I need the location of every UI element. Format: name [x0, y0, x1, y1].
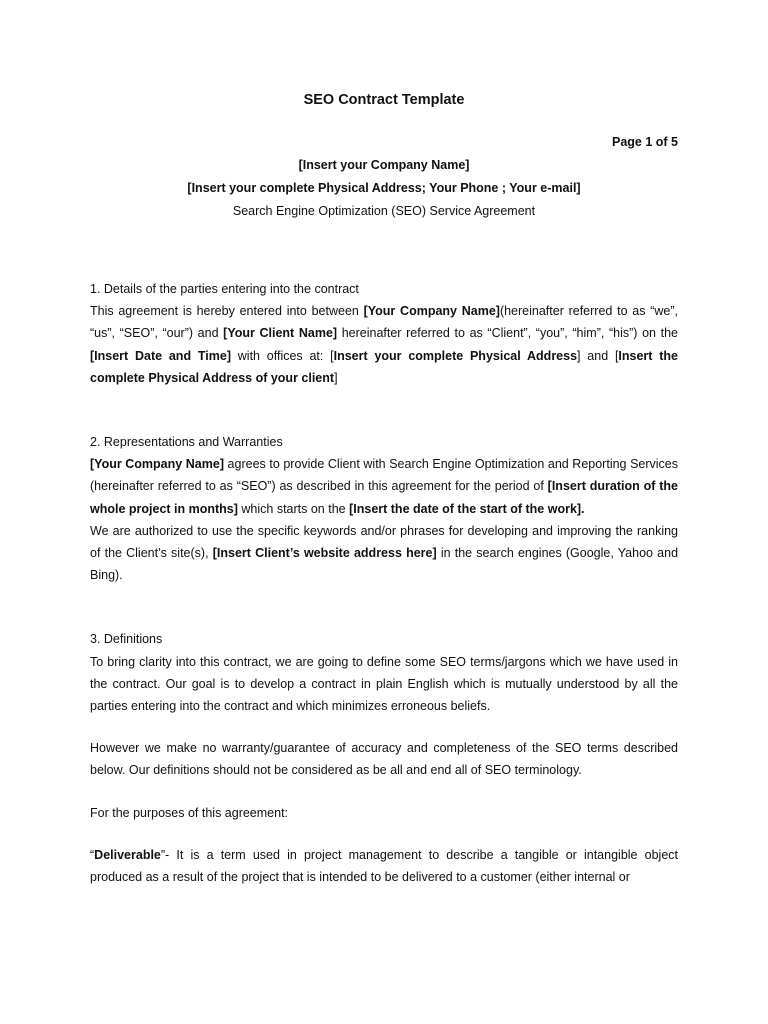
- text-run: We are authorized to use the specific keywords and/or phrases for developing and improving the ranking of the Client’s site(s),: [90, 523, 678, 561]
- text-run: (hereinafter referred to as “we”, “us”, “SEO”, “our”) and: [90, 304, 678, 341]
- section-1-paragraph: [90, 300, 678, 389]
- spacer: [90, 717, 678, 737]
- text-run: “: [90, 847, 95, 862]
- text-run: which starts on the: [237, 501, 350, 516]
- document-title: SEO Contract Template: [303, 92, 465, 108]
- page-number: Page 1 of 5: [612, 135, 678, 149]
- address-placeholder: [Insert your complete Physical Address; Your Phone ; Your e-mail]: [187, 181, 581, 195]
- section-3-paragraph-3: For the purposes of this agreement:: [90, 805, 289, 820]
- text-run: hereinafter referred to as “Client”, “you”, “him”, “his”) on the: [337, 326, 678, 341]
- letterhead: [0, 154, 768, 223]
- section-3-heading: 3. Definitions: [90, 632, 163, 647]
- company-name-placeholder: [Insert your Company Name]: [298, 158, 470, 172]
- text-run: with offices at: [: [230, 348, 334, 363]
- text-run: in the search engines (Google, Yahoo and Bing).: [90, 546, 679, 583]
- bold-run: [Insert duration of the whole project in months]: [90, 479, 678, 516]
- text-run: ] and [: [577, 348, 619, 363]
- bold-run: [Insert Client’s website address here]: [212, 546, 437, 561]
- section-2-paragraph-2: [90, 520, 678, 587]
- definition-deliverable: [90, 844, 678, 888]
- text-run: agrees to provide Client with Search Engine Optimization and Reporting Services (hereinafter referred to as “SEO”) as described in this agreement for the period of: [90, 457, 678, 494]
- spacer: [90, 586, 678, 628]
- bold-run: [Your Client Name]: [223, 326, 338, 341]
- text-run: ]: [334, 370, 338, 385]
- definition-text: ”- It is a term used in project management to describe a tangible or intangible object produced as a result of the project that is intended to be delivered to a customer (either internal or: [90, 847, 678, 885]
- bold-run: [Insert the date of the start of the work].: [349, 501, 585, 516]
- agreement-name: Search Engine Optimization (SEO) Service Agreement: [232, 204, 536, 218]
- bold-run: [Your Company Name]: [363, 304, 500, 319]
- section-3-paragraph-2: However we make no warranty/guarantee of accuracy and completeness of the SEO terms described below. Our definitions should not be considered as be all and end all of SEO terminology.: [90, 741, 678, 778]
- document-body: [90, 278, 678, 888]
- section-2-heading: 2. Representations and Warranties: [90, 435, 283, 450]
- spacer: [90, 389, 678, 431]
- bold-run: Insert the complete Physical Address of your client: [90, 348, 678, 385]
- spacer: [90, 824, 678, 844]
- bold-run: [Your Company Name]: [90, 457, 224, 472]
- bold-run: Insert your complete Physical Address: [333, 348, 578, 363]
- text-run: This agreement is hereby entered into between: [90, 304, 364, 319]
- section-3-paragraph-1: To bring clarity into this contract, we are going to define some SEO terms/jargons which we have used in the contract. Our goal is to develop a contract in plain English which is mutually understood by all the parties entering into the contract and which minimizes erroneous beliefs.: [90, 654, 678, 714]
- definition-term: Deliverable: [94, 847, 161, 862]
- spacer: [90, 782, 678, 802]
- section-1-heading: 1. Details of the parties entering into the contract: [90, 282, 359, 296]
- bold-run: [Insert Date and Time]: [90, 348, 231, 363]
- section-2-paragraph-1: [90, 453, 678, 520]
